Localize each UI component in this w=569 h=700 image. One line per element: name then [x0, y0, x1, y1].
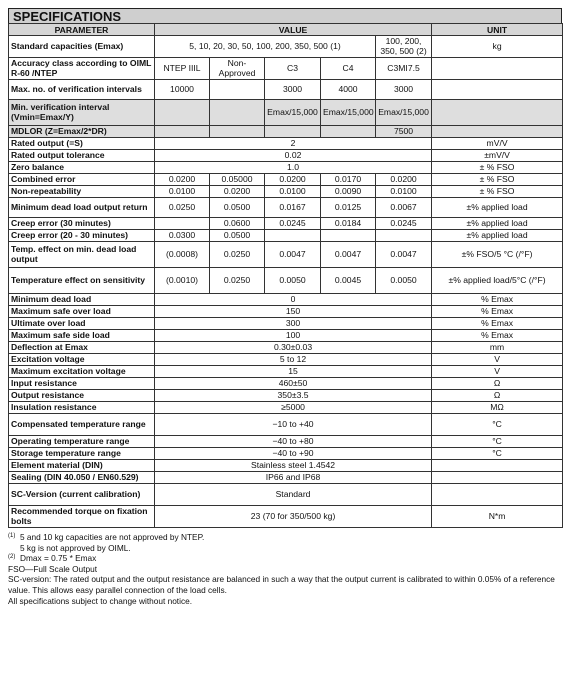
- spec-value: 15: [155, 366, 432, 378]
- spec-value: 7500: [376, 126, 432, 138]
- spec-row: [9, 230, 563, 242]
- spec-unit: % Emax: [432, 318, 563, 330]
- spec-row: [9, 198, 563, 218]
- spec-value: C3: [265, 58, 321, 80]
- spec-unit: % Emax: [432, 294, 563, 306]
- spec-unit: [432, 460, 563, 472]
- spec-parameter: Operating temperature range: [9, 436, 155, 448]
- spec-value: 0.0125: [321, 198, 376, 218]
- spec-parameter: Ultimate over load: [9, 318, 155, 330]
- spec-row: [9, 162, 563, 174]
- spec-value: [155, 100, 210, 126]
- spec-value: 0.0045: [321, 268, 376, 294]
- spec-value: 0.0050: [376, 268, 432, 294]
- spec-value: 0.0250: [210, 268, 265, 294]
- spec-row: [9, 186, 563, 198]
- spec-parameter: Input resistance: [9, 378, 155, 390]
- spec-parameter: Maximum safe over load: [9, 306, 155, 318]
- spec-value: 0.0050: [265, 268, 321, 294]
- spec-value: 0.0300: [155, 230, 210, 242]
- spec-parameter: Max. no. of verification intervals: [9, 80, 155, 100]
- footnote-1-line-1: 5 and 10 kg capacities are not approved by NTEP.: [20, 532, 205, 542]
- spec-value: 10000: [155, 80, 210, 100]
- spec-value: 0.0067: [376, 198, 432, 218]
- spec-row: [9, 484, 563, 506]
- spec-unit: °C: [432, 436, 563, 448]
- spec-row: [9, 306, 563, 318]
- spec-unit: [432, 472, 563, 484]
- spec-row: [9, 506, 563, 528]
- footnote-fso: FSO—Full Scale Output: [8, 563, 97, 574]
- spec-value: 0.0170: [321, 174, 376, 186]
- footnote-1-line-2: 5 kg is not approved by OIML.: [20, 542, 131, 553]
- footnote-sc-version: SC-version: The rated output and the output resistance are balanced in such a way that the output current is calibrated to within 0.05% of a reference value. This allows easy parallel connection of the load cells.: [8, 574, 555, 595]
- spec-value: Emax/15,000: [265, 100, 321, 126]
- spec-value: C3MI7.5: [376, 58, 432, 80]
- spec-value: NTEP IIIL: [155, 58, 210, 80]
- spec-unit: [432, 484, 563, 506]
- spec-value: 0.0245: [265, 218, 321, 230]
- spec-value: 0.0047: [321, 242, 376, 268]
- spec-value: Emax/15,000: [376, 100, 432, 126]
- spec-parameter: Zero balance: [9, 162, 155, 174]
- spec-value: [265, 126, 321, 138]
- spec-row: [9, 318, 563, 330]
- spec-row: [9, 80, 563, 100]
- spec-row: [9, 342, 563, 354]
- spec-value: 0.0047: [265, 242, 321, 268]
- spec-value: [210, 100, 265, 126]
- spec-value: −40 to +80: [155, 436, 432, 448]
- spec-unit: MΩ: [432, 402, 563, 414]
- spec-row: [9, 472, 563, 484]
- spec-value: −40 to +90: [155, 448, 432, 460]
- spec-unit: N*m: [432, 506, 563, 528]
- spec-row: [9, 138, 563, 150]
- spec-unit: V: [432, 354, 563, 366]
- spec-value: 0.0250: [155, 198, 210, 218]
- spec-unit: ±% FSO/5 °C (/°F): [432, 242, 563, 268]
- spec-unit: mV/V: [432, 138, 563, 150]
- spec-unit: [432, 58, 563, 80]
- spec-value: 0.0200: [155, 174, 210, 186]
- spec-unit: [432, 80, 563, 100]
- spec-parameter: Deflection at Emax: [9, 342, 155, 354]
- spec-parameter: Rated output tolerance: [9, 150, 155, 162]
- footnote-2-text: Dmax = 0.75 * Emax: [20, 553, 97, 564]
- spec-value: C4: [321, 58, 376, 80]
- spec-parameter: Minimum dead load: [9, 294, 155, 306]
- spec-value: 0.0600: [210, 218, 265, 230]
- spec-unit: V: [432, 366, 563, 378]
- spec-row: [9, 390, 563, 402]
- spec-value: [321, 230, 376, 242]
- spec-unit: % Emax: [432, 330, 563, 342]
- spec-value: 150: [155, 306, 432, 318]
- footnote-1-mark: (1): [8, 533, 16, 539]
- spec-unit: kg: [432, 36, 563, 58]
- spec-row: [9, 366, 563, 378]
- spec-value: 0.0047: [376, 242, 432, 268]
- spec-value: 0.0250: [210, 242, 265, 268]
- spec-value: ≥5000: [155, 402, 432, 414]
- spec-parameter: Sealing (DIN 40.050 / EN60.529): [9, 472, 155, 484]
- spec-parameter: Rated output (=S): [9, 138, 155, 150]
- spec-value: 0.0500: [210, 230, 265, 242]
- spec-parameter: Temp. effect on min. dead load output: [9, 242, 155, 268]
- spec-row: [9, 378, 563, 390]
- spec-unit: [432, 100, 563, 126]
- spec-unit: mm: [432, 342, 563, 354]
- spec-parameter: Non-repeatability: [9, 186, 155, 198]
- spec-unit: ± % FSO: [432, 162, 563, 174]
- spec-value: −10 to +40: [155, 414, 432, 436]
- spec-row: [9, 448, 563, 460]
- spec-row: [9, 58, 563, 80]
- spec-parameter: Standard capacities (Emax): [9, 36, 155, 58]
- spec-value: 0.0500: [210, 198, 265, 218]
- spec-parameter: MDLOR (Z=Emax/2*DR): [9, 126, 155, 138]
- spec-parameter: Min. verification interval (Vmin=Emax/Y): [9, 100, 155, 126]
- spec-value: (0.0008): [155, 242, 210, 268]
- header-unit: UNIT: [432, 24, 563, 36]
- spec-parameter: Maximum excitation voltage: [9, 366, 155, 378]
- spec-unit: ±mV/V: [432, 150, 563, 162]
- spec-value: IP66 and IP68: [155, 472, 432, 484]
- spec-parameter: Compensated temperature range: [9, 414, 155, 436]
- spec-parameter: Temperature effect on sensitivity: [9, 268, 155, 294]
- spec-row: [9, 414, 563, 436]
- spec-value: [155, 126, 210, 138]
- spec-sheet: [8, 8, 562, 606]
- spec-row: [9, 402, 563, 414]
- spec-value: 100: [155, 330, 432, 342]
- spec-row: [9, 174, 563, 186]
- spec-parameter: Creep error (20 - 30 minutes): [9, 230, 155, 242]
- spec-row: [9, 126, 563, 138]
- spec-value: Non-Approved: [210, 58, 265, 80]
- spec-value: 460±50: [155, 378, 432, 390]
- spec-value: 0.05000: [210, 174, 265, 186]
- spec-value: 5 to 12: [155, 354, 432, 366]
- spec-value: 5, 10, 20, 30, 50, 100, 200, 350, 500 (1): [155, 36, 376, 58]
- spec-row: [9, 218, 563, 230]
- spec-row: [9, 150, 563, 162]
- spec-value: [210, 80, 265, 100]
- spec-unit: ±% applied load/5°C (/°F): [432, 268, 563, 294]
- spec-parameter: Excitation voltage: [9, 354, 155, 366]
- spec-parameter: Insulation resistance: [9, 402, 155, 414]
- spec-unit: [432, 126, 563, 138]
- spec-unit: °C: [432, 414, 563, 436]
- spec-value: 0.30±0.03: [155, 342, 432, 354]
- spec-row: [9, 100, 563, 126]
- spec-value: Emax/15,000: [321, 100, 376, 126]
- spec-parameter: Minimum dead load output return: [9, 198, 155, 218]
- spec-value: 0.0100: [155, 186, 210, 198]
- spec-unit: ± % FSO: [432, 186, 563, 198]
- spec-value: 0.0200: [265, 174, 321, 186]
- spec-value: 23 (70 for 350/500 kg): [155, 506, 432, 528]
- spec-parameter: SC-Version (current calibration): [9, 484, 155, 506]
- spec-value: 300: [155, 318, 432, 330]
- spec-value: [265, 230, 321, 242]
- spec-parameter: Element material (DIN): [9, 460, 155, 472]
- spec-value: 0.0167: [265, 198, 321, 218]
- footnote-change-notice: All specifications subject to change without notice.: [8, 595, 193, 606]
- spec-value: [210, 126, 265, 138]
- spec-row: [9, 436, 563, 448]
- spec-rows: [9, 36, 563, 528]
- spec-unit: ± % FSO: [432, 174, 563, 186]
- spec-value: 3000: [265, 80, 321, 100]
- spec-value: 0.0090: [321, 186, 376, 198]
- spec-value: Stainless steel 1.4542: [155, 460, 432, 472]
- spec-unit: Ω: [432, 378, 563, 390]
- spec-value: 0.0100: [265, 186, 321, 198]
- spec-value: 350±3.5: [155, 390, 432, 402]
- footnotes: [8, 532, 562, 606]
- spec-value: 100, 200, 350, 500 (2): [376, 36, 432, 58]
- spec-row: [9, 294, 563, 306]
- spec-row: [9, 242, 563, 268]
- spec-unit: ±% applied load: [432, 230, 563, 242]
- spec-unit: Ω: [432, 390, 563, 402]
- spec-parameter: Output resistance: [9, 390, 155, 402]
- spec-unit: °C: [432, 448, 563, 460]
- spec-value: 0.02: [155, 150, 432, 162]
- spec-value: 0: [155, 294, 432, 306]
- spec-unit: ±% applied load: [432, 218, 563, 230]
- page-title: SPECIFICATIONS: [8, 8, 562, 23]
- spec-parameter: Creep error (30 minutes): [9, 218, 155, 230]
- spec-value: 0.0200: [376, 174, 432, 186]
- spec-parameter: Accuracy class according to OIML R-60 /NTEP: [9, 58, 155, 80]
- spec-value: Standard: [155, 484, 432, 506]
- header-value: VALUE: [155, 24, 432, 36]
- spec-value: 0.0100: [376, 186, 432, 198]
- spec-parameter: Recommended torque on fixation bolts: [9, 506, 155, 528]
- spec-value: 0.0200: [210, 186, 265, 198]
- spec-value: 1.0: [155, 162, 432, 174]
- spec-parameter: Maximum safe side load: [9, 330, 155, 342]
- spec-value: (0.0010): [155, 268, 210, 294]
- spec-row: [9, 268, 563, 294]
- spec-row: [9, 36, 563, 58]
- spec-value: 0.0245: [376, 218, 432, 230]
- spec-value: 0.0184: [321, 218, 376, 230]
- spec-row: [9, 330, 563, 342]
- spec-value: 4000: [321, 80, 376, 100]
- spec-unit: % Emax: [432, 306, 563, 318]
- spec-value: [321, 126, 376, 138]
- spec-unit: ±% applied load: [432, 198, 563, 218]
- footnote-2-mark: (2): [8, 554, 16, 561]
- spec-value: [155, 218, 210, 230]
- spec-parameter: Storage temperature range: [9, 448, 155, 460]
- spec-table: [8, 23, 563, 528]
- spec-row: [9, 460, 563, 472]
- spec-row: [9, 354, 563, 366]
- spec-parameter: Combined error: [9, 174, 155, 186]
- spec-value: [376, 230, 432, 242]
- header-parameter: PARAMETER: [9, 24, 155, 36]
- spec-value: 2: [155, 138, 432, 150]
- spec-value: 3000: [376, 80, 432, 100]
